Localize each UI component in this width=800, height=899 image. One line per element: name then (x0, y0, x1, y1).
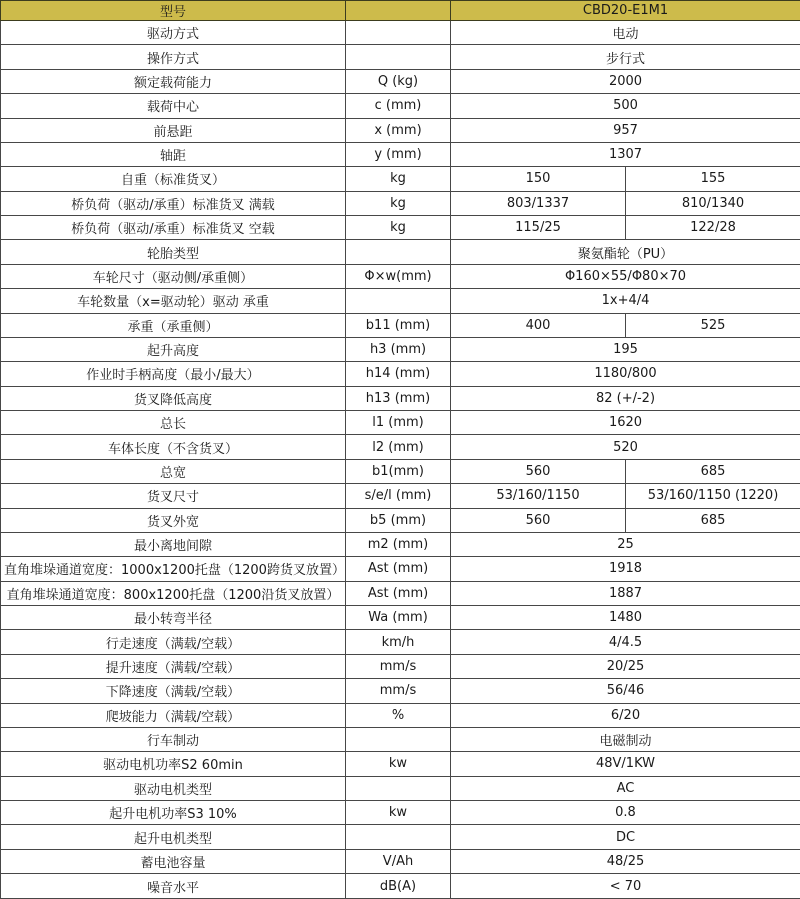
spec-value-b: 685 (626, 508, 800, 532)
spec-label: 总长 (1, 411, 346, 435)
spec-value: DC (451, 825, 800, 849)
header-model-label: 型号 (1, 1, 346, 21)
spec-unit: mm/s (346, 679, 451, 703)
spec-label: 下降速度（满载/空载） (1, 679, 346, 703)
spec-unit: b5 (mm) (346, 508, 451, 532)
spec-label: 蓄电池容量 (1, 849, 346, 873)
spec-value: 48V/1KW (451, 752, 800, 776)
table-row (1, 21, 800, 45)
spec-value: 步行式 (451, 45, 800, 69)
spec-label: 提升速度（满载/空载） (1, 654, 346, 678)
spec-unit: h3 (mm) (346, 337, 451, 361)
table-row (1, 801, 800, 825)
spec-label: 前悬距 (1, 118, 346, 142)
spec-unit: b11 (mm) (346, 313, 451, 337)
table-row (1, 240, 800, 264)
table-row (1, 362, 800, 386)
spec-value: 195 (451, 337, 800, 361)
spec-table-body (1, 21, 800, 899)
spec-label: 额定载荷能力 (1, 69, 346, 93)
table-row (1, 874, 800, 899)
spec-value-b: 810/1340 (626, 191, 800, 215)
spec-label: 行车制动 (1, 727, 346, 751)
spec-value: 6/20 (451, 703, 800, 727)
spec-value: 1180/800 (451, 362, 800, 386)
table-row (1, 69, 800, 93)
spec-value: 1307 (451, 142, 800, 166)
spec-value: 1620 (451, 411, 800, 435)
table-row (1, 825, 800, 849)
spec-label: 货叉尺寸 (1, 484, 346, 508)
spec-value-a: 803/1337 (451, 191, 626, 215)
spec-label: 行走速度（满载/空载） (1, 630, 346, 654)
spec-value: 56/46 (451, 679, 800, 703)
table-row (1, 191, 800, 215)
spec-unit (346, 45, 451, 69)
spec-label: 最小转弯半径 (1, 606, 346, 630)
spec-value-a: 53/160/1150 (451, 484, 626, 508)
spec-unit (346, 825, 451, 849)
spec-unit: kg (346, 167, 451, 191)
table-row (1, 386, 800, 410)
spec-label: 直角堆垛通道宽度：800x1200托盘（1200沿货叉放置） (1, 581, 346, 605)
spec-unit: dB(A) (346, 874, 451, 899)
spec-value: 25 (451, 532, 800, 556)
table-row (1, 289, 800, 313)
spec-value-a: 400 (451, 313, 626, 337)
spec-value: 500 (451, 94, 800, 118)
spec-unit (346, 776, 451, 800)
spec-value: 957 (451, 118, 800, 142)
spec-unit: kw (346, 801, 451, 825)
spec-value: 1887 (451, 581, 800, 605)
table-row (1, 752, 800, 776)
spec-label: 自重（标准货叉） (1, 167, 346, 191)
spec-label: 驱动电机功率S2 60min (1, 752, 346, 776)
spec-value: 1918 (451, 557, 800, 581)
spec-unit: kw (346, 752, 451, 776)
table-row (1, 94, 800, 118)
spec-unit (346, 21, 451, 45)
spec-label: 车轮尺寸（驱动侧/承重侧） (1, 264, 346, 288)
table-row (1, 484, 800, 508)
spec-unit: x (mm) (346, 118, 451, 142)
table-row (1, 727, 800, 751)
spec-value: < 70 (451, 874, 800, 899)
spec-label: 轴距 (1, 142, 346, 166)
spec-value: 1480 (451, 606, 800, 630)
table-row (1, 849, 800, 873)
spec-unit (346, 240, 451, 264)
table-row (1, 435, 800, 459)
spec-value-b: 155 (626, 167, 800, 191)
spec-value-a: 560 (451, 459, 626, 483)
spec-unit: Ast (mm) (346, 581, 451, 605)
spec-label: 桥负荷（驱动/承重）标准货叉 满载 (1, 191, 346, 215)
spec-unit: V/Ah (346, 849, 451, 873)
spec-unit: Ast (mm) (346, 557, 451, 581)
spec-value: 4/4.5 (451, 630, 800, 654)
spec-value: Φ160×55/Φ80×70 (451, 264, 800, 288)
spec-value-a: 560 (451, 508, 626, 532)
spec-label: 作业时手柄高度（最小/最大） (1, 362, 346, 386)
spec-unit: mm/s (346, 654, 451, 678)
spec-value: 82 (+/-2) (451, 386, 800, 410)
spec-value: 电磁制动 (451, 727, 800, 751)
spec-label: 起升高度 (1, 337, 346, 361)
spec-label: 起升电机类型 (1, 825, 346, 849)
header-model-value: CBD20-E1M1 (451, 1, 800, 21)
table-row (1, 313, 800, 337)
spec-label: 起升电机功率S3 10% (1, 801, 346, 825)
table-row (1, 142, 800, 166)
table-row (1, 557, 800, 581)
spec-unit: Φ×w(mm) (346, 264, 451, 288)
spec-unit: l2 (mm) (346, 435, 451, 459)
table-header-row (1, 1, 800, 21)
table-row (1, 630, 800, 654)
spec-label: 车体长度（不含货叉） (1, 435, 346, 459)
table-row (1, 45, 800, 69)
spec-label: 货叉降低高度 (1, 386, 346, 410)
spec-value-a: 115/25 (451, 216, 626, 240)
table-row (1, 411, 800, 435)
spec-label: 承重（承重侧） (1, 313, 346, 337)
spec-unit: l1 (mm) (346, 411, 451, 435)
spec-unit: km/h (346, 630, 451, 654)
spec-label: 轮胎类型 (1, 240, 346, 264)
spec-value: 电动 (451, 21, 800, 45)
table-row (1, 167, 800, 191)
spec-value: 520 (451, 435, 800, 459)
spec-unit: kg (346, 216, 451, 240)
spec-unit: y (mm) (346, 142, 451, 166)
table-row (1, 703, 800, 727)
spec-label: 最小离地间隙 (1, 532, 346, 556)
spec-value: 2000 (451, 69, 800, 93)
table-row (1, 337, 800, 361)
spec-label: 总宽 (1, 459, 346, 483)
table-row (1, 581, 800, 605)
table-row (1, 508, 800, 532)
table-row (1, 532, 800, 556)
spec-label: 载荷中心 (1, 94, 346, 118)
spec-label: 爬坡能力（满载/空载） (1, 703, 346, 727)
spec-value: 聚氨酯轮（PU） (451, 240, 800, 264)
table-row (1, 679, 800, 703)
spec-value: 20/25 (451, 654, 800, 678)
spec-unit: c (mm) (346, 94, 451, 118)
spec-value: 0.8 (451, 801, 800, 825)
spec-label: 驱动方式 (1, 21, 346, 45)
spec-label: 噪音水平 (1, 874, 346, 899)
spec-label: 桥负荷（驱动/承重）标准货叉 空载 (1, 216, 346, 240)
spec-label: 操作方式 (1, 45, 346, 69)
spec-value-a: 150 (451, 167, 626, 191)
spec-value: AC (451, 776, 800, 800)
spec-unit: % (346, 703, 451, 727)
table-row (1, 264, 800, 288)
spec-value-b: 525 (626, 313, 800, 337)
spec-unit: h14 (mm) (346, 362, 451, 386)
spec-label: 直角堆垛通道宽度：1000x1200托盘（1200跨货叉放置） (1, 557, 346, 581)
spec-unit: h13 (mm) (346, 386, 451, 410)
table-row (1, 118, 800, 142)
spec-unit (346, 727, 451, 751)
spec-unit: s/e/l (mm) (346, 484, 451, 508)
spec-value-b: 685 (626, 459, 800, 483)
spec-unit (346, 289, 451, 313)
table-row (1, 459, 800, 483)
spec-label: 货叉外宽 (1, 508, 346, 532)
spec-unit: m2 (mm) (346, 532, 451, 556)
spec-value-b: 53/160/1150 (1220) (626, 484, 800, 508)
spec-label: 车轮数量（x=驱动轮）驱动 承重 (1, 289, 346, 313)
table-row (1, 776, 800, 800)
spec-value: 1x+4/4 (451, 289, 800, 313)
table-row (1, 606, 800, 630)
header-unit-cell (346, 1, 451, 21)
spec-unit: Wa (mm) (346, 606, 451, 630)
table-row (1, 654, 800, 678)
spec-unit: Q (kg) (346, 69, 451, 93)
spec-label: 驱动电机类型 (1, 776, 346, 800)
spec-value: 48/25 (451, 849, 800, 873)
table-row (1, 216, 800, 240)
spec-value-b: 122/28 (626, 216, 800, 240)
spec-unit: b1(mm) (346, 459, 451, 483)
spec-unit: kg (346, 191, 451, 215)
